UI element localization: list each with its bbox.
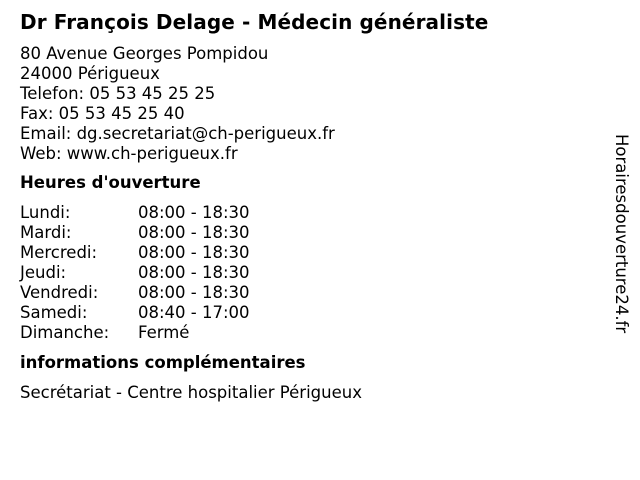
time-range: 08:00 - 18:30 xyxy=(138,243,250,262)
page-title: Dr François Delage - Médecin généraliste xyxy=(20,10,489,34)
hours-row-wednesday xyxy=(20,243,600,263)
info-heading: informations complémentaires xyxy=(20,353,306,372)
day-label: Samedi: xyxy=(20,303,88,322)
phone-number[interactable]: Telefon: 05 53 45 25 25 xyxy=(20,84,216,103)
day-label: Lundi: xyxy=(20,203,71,222)
website-link[interactable]: Web: www.ch-perigueux.fr xyxy=(20,144,238,163)
fax-number: Fax: 05 53 45 25 40 xyxy=(20,104,185,123)
day-label: Dimanche: xyxy=(20,323,110,342)
hours-row-tuesday xyxy=(20,223,600,243)
hours-row-saturday xyxy=(20,303,600,323)
hours-row-thursday xyxy=(20,263,600,283)
hours-heading: Heures d'ouverture xyxy=(20,173,201,192)
email-link[interactable]: Email: dg.secretariat@ch-perigueux.fr xyxy=(20,124,335,143)
day-label: Jeudi: xyxy=(20,263,67,282)
business-card xyxy=(20,10,600,403)
address-city: 24000 Périgueux xyxy=(20,64,160,83)
hours-row-friday xyxy=(20,283,600,303)
watermark-text: Horairesdouverture24.fr xyxy=(612,134,631,334)
contact-block xyxy=(20,44,600,164)
time-range: Fermé xyxy=(138,323,190,342)
info-text: Secrétariat - Centre hospitalier Périgueux xyxy=(20,383,362,402)
address-street: 80 Avenue Georges Pompidou xyxy=(20,44,269,63)
time-range: 08:00 - 18:30 xyxy=(138,203,250,222)
hours-row-monday xyxy=(20,203,600,223)
day-label: Mercredi: xyxy=(20,243,98,262)
hours-row-sunday xyxy=(20,323,600,343)
time-range: 08:40 - 17:00 xyxy=(138,303,250,322)
day-label: Mardi: xyxy=(20,223,72,242)
time-range: 08:00 - 18:30 xyxy=(138,223,250,242)
day-label: Vendredi: xyxy=(20,283,99,302)
hours-table xyxy=(20,203,600,343)
time-range: 08:00 - 18:30 xyxy=(138,283,250,302)
time-range: 08:00 - 18:30 xyxy=(138,263,250,282)
